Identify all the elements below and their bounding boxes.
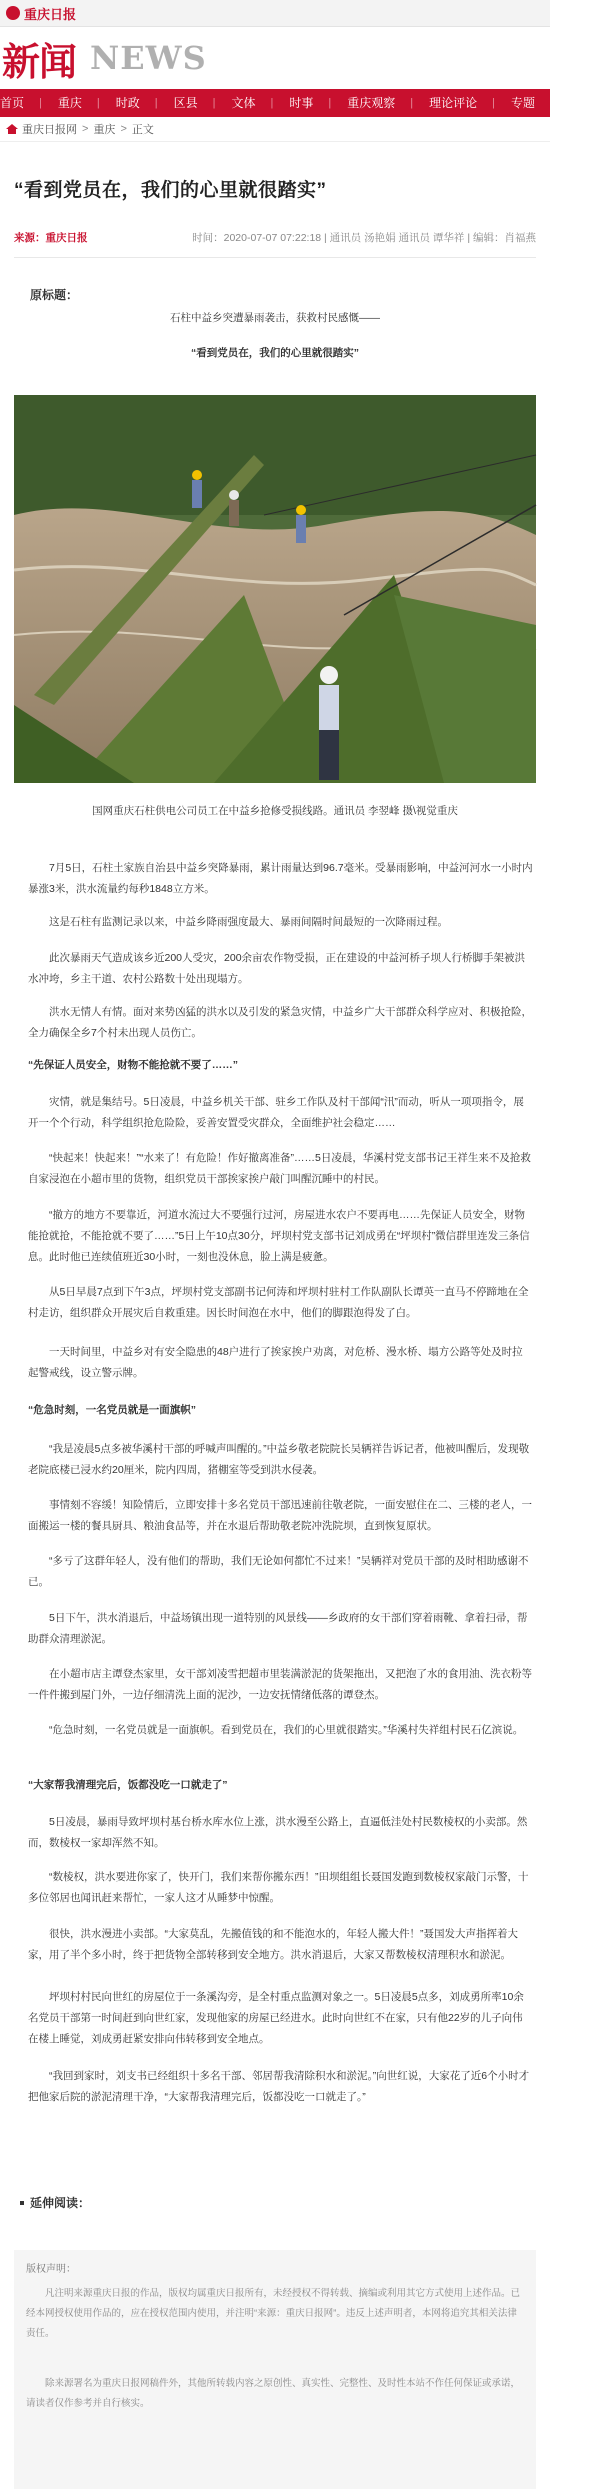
flood-photo-illustration: [14, 395, 536, 783]
nav-item-home[interactable]: 首页: [0, 96, 25, 110]
bullet-icon: [20, 2201, 24, 2205]
site-logo-text[interactable]: 重庆日报: [24, 7, 77, 23]
nav-separator: |: [492, 97, 495, 109]
section-heading: “大家帮我清理完后，饭都没吃一口就走了”: [28, 1779, 228, 1791]
article-meta: [14, 227, 536, 258]
article-paragraph: “快起来！快起来！”“水来了！有危险！作好撤离准备”……5日凌晨，华溪村党支部书记王祥生来不及抢救自家浸泡在小超市里的货物，组织党员干部挨家挨户敲门叫醒沉睡中的村民。: [28, 1152, 531, 1185]
nav-separator: |: [96, 97, 100, 109]
article-meta-info: 时间：2020-07-07 07:22:18 | 通讯员 汤艳娟 通讯员 谭华祥 | 编辑：肖福燕: [192, 231, 536, 244]
article-paragraph: 在小超市店主谭登杰家里，女干部刘凌雪把超市里装满淤泥的货架拖出，又把泡了水的食用油、洗衣粉等一件件搬到屋门外，一边仔细清洗上面的泥沙，一边安抚情绪低落的谭登杰。: [28, 1668, 532, 1701]
brand-header: [0, 27, 550, 89]
article-paragraph: 一天时间里，中益乡对有安全隐患的48户进行了挨家挨户劝离，对危桥、漫水桥、塌方公路等处及时拉起警戒线，设立警示牌。: [28, 1346, 523, 1379]
nav-separator: |: [270, 97, 274, 109]
intro-line: 石柱中益乡突遭暴雨袭击，获救村民感慨——: [170, 312, 380, 324]
article-paragraph: “我是凌晨5点多被华溪村干部的呼喊声叫醒的。”中益乡敬老院院长吴辆祥告诉记者，他被叫醒后，发现敬老院底楼已浸水约20厘米，院内四周，猪棚室等受到洪水侵袭。: [28, 1443, 530, 1476]
article-paragraph: “撤方的地方不要靠近，河道水流过大不要强行过河，房屋进水农户不要再电……先保证人员安全，财物能抢就抢，不能抢就不要了……”5日上午10点30分，坪坝村党支部书记刘成勇在“坪坝村”微信群里连发三条信息。此时他已连续值班近30小时，一刻也没休息，脸上满是疲惫。: [28, 1209, 530, 1263]
nav-item-theory[interactable]: 理论评论: [429, 96, 478, 110]
article-paragraph: 事情刻不容缓！知险情后，立即安排十多名党员干部迅速前往敬老院，一面安慰住在二、三楼的老人，一面搬运一楼的餐具厨具、粮油食品等，并在水退后帮助敬老院冲洗院坝，直到恢复原状。: [28, 1499, 532, 1532]
home-icon: [6, 124, 18, 134]
article-source: 来源：重庆日报: [14, 231, 88, 244]
nav-item-politics[interactable]: 时政: [115, 96, 140, 110]
article-paragraph: 坪坝村村民向世红的房屋位于一条溪沟旁，是全村重点监测对象之一。5日凌晨5点多，刘成勇所率10余名党员干部第一时间赶到向世红家，发现他家的房屋已经进水。此时向世红不在家，只有他22岁的儿子向伟在楼上睡觉，刘成勇赶紧安排向伟转移到安全地点。: [28, 1991, 524, 2045]
article-photo: [14, 395, 536, 783]
copyright-title: 版权声明：: [26, 2264, 76, 2275]
main-nav: [0, 89, 593, 117]
brand-title-en: NEWS: [90, 39, 207, 77]
nav-item-pictures[interactable]: 图片: [568, 96, 593, 110]
article-paragraph: 这是石柱有监测记录以来，中益乡降雨强度最大、暴雨间隔时间最短的一次降雨过程。: [49, 916, 448, 928]
article-paragraph: 7月5日，石柱土家族自治县中益乡突降暴雨，累计雨量达到96.7毫米。受暴雨影响，中益河河水一小时内暴涨3米，洪水流量约每秒1848立方米。: [28, 862, 533, 895]
nav-item-special[interactable]: 专题: [511, 96, 536, 110]
nav-item-current-affairs[interactable]: 时事: [289, 96, 314, 110]
breadcrumb: [0, 117, 550, 142]
nav-separator: |: [154, 97, 158, 109]
editor-note: 原标题：: [30, 288, 79, 302]
breadcrumb-separator: >: [120, 123, 127, 135]
nav-item-culture-sports[interactable]: 文体: [231, 96, 256, 110]
nav-separator: |: [328, 97, 332, 109]
copyright-box: [14, 2250, 536, 2489]
photo-caption: 国网重庆石柱供电公司员工在中益乡抢修受损线路。通讯员 李翌峰 摄\视觉重庆: [92, 805, 458, 817]
nav-item-districts[interactable]: 区县: [173, 96, 198, 110]
article-subtitle: “看到党员在，我们的心里就很踏实”: [191, 347, 359, 359]
nav-separator: |: [212, 97, 216, 109]
article-paragraph: 灾情，就是集结号。5日凌晨，中益乡机关干部、驻乡工作队及村干部闻“汛”而动，听从一项项指令，展开一个个行动，科学组织抢危险险，妥善安置受灾群众，全面维护社会稳定……: [28, 1096, 524, 1129]
article-paragraph: 很快，洪水漫进小卖部。“大家莫乱，先搬值钱的和不能泡水的，年轻人搬大件！”聂国发大声指挥着大家，用了半个多小时，终于把货物全部转移到安全地方。洪水消退后，大家又帮数棱权清理积水和淤泥。: [28, 1928, 518, 1961]
article-paragraph: “我回到家时，刘支书已经组织十多名干部、邻居帮我清除积水和淤泥。”向世红说，大家花了近6个小时才把他家后院的淤泥清理干净，“大家帮我清理完后，饭都没吃一口就走了。”: [28, 2070, 530, 2103]
article-paragraph: 从5日早晨7点到下午3点，坪坝村党支部副书记何涛和坪坝村驻村工作队副队长谭英一直马不停蹄地在全村走访，组织群众开展灾后自救重建。因长时间泡在水中，他们的脚跟泡得发了白。: [28, 1286, 529, 1319]
article-paragraph: 5日凌晨，暴雨导致坪坝村基台桥水库水位上涨，洪水漫至公路上，直逼低洼处村民数棱权的小卖部。然而，数棱权一家却浑然不知。: [28, 1816, 528, 1849]
nav-item-chongqing[interactable]: 重庆: [57, 96, 82, 110]
nav-item-chongqing-observe[interactable]: 重庆观察: [347, 96, 396, 110]
breadcrumb-separator: >: [82, 123, 89, 135]
article-paragraph: “危急时刻，一名党员就是一面旗帜。看到党员在，我们的心里就很踏实。”华溪村失祥组村民石亿滨说。: [49, 1724, 524, 1736]
breadcrumb-home[interactable]: 重庆日报网: [22, 124, 77, 136]
top-bar: [0, 0, 550, 27]
nav-separator: |: [410, 97, 414, 109]
nav-separator: |: [550, 97, 553, 109]
section-heading: “先保证人员安全，财物不能抢就不要了……”: [28, 1059, 238, 1071]
article-title: “看到党员在，我们的心里就很踏实”: [14, 180, 327, 201]
extended-reading-label: 延伸阅读：: [30, 2196, 91, 2210]
breadcrumb-chongqing[interactable]: 重庆: [93, 124, 116, 136]
copyright-paragraph: 除来源署名为重庆日报网稿件外，其他所转载内容之原创性、真实性、完整性、及时性本站不作任何保证或承诺，请读者仅作参考并自行核实。: [26, 2378, 521, 2409]
breadcrumb-current: 正文: [131, 124, 154, 136]
section-heading: “危急时刻，一名党员就是一面旗帜”: [28, 1404, 196, 1416]
brand-title-cn: 新闻: [2, 38, 77, 84]
article-paragraph: 洪水无情人有情。面对来势凶猛的洪水以及引发的紧急灾情，中益乡广大干部群众科学应对、积极抢险，全力确保全乡7个村未出现人员伤亡。: [28, 1006, 532, 1039]
copyright-paragraph: 凡注明来源重庆日报的作品，版权均属重庆日报所有，未经授权不得转载、摘编或利用其它方式使用上述作品。已经本网授权使用作品的，应在授权范围内使用，并注明“来源：重庆日报网”。违反上述声明者，本网将追究其相关法律责任。: [26, 2288, 521, 2339]
article-paragraph: “多亏了这群年轻人，没有他们的帮助，我们无论如何都忙不过来！”吴辆祥对党员干部的及时相助感谢不已。: [28, 1555, 529, 1588]
article-paragraph: 5日下午，洪水消退后，中益场镇出现一道特别的风景线——乡政府的女干部们穿着雨靴、拿着扫帚，帮助群众清理淤泥。: [28, 1612, 528, 1645]
extended-reading: [20, 2194, 90, 2211]
nav-separator: |: [39, 97, 42, 109]
article-paragraph: “数棱权，洪水要进你家了，快开门，我们来帮你搬东西！”田坝组组长聂国发跑到数棱权家敲门示警，十多位邻居也闻讯赶来帮忙，一家人这才从睡梦中惊醒。: [28, 1871, 529, 1904]
logo-icon: [6, 6, 20, 20]
article-paragraph: 此次暴雨天气造成该乡近200人受灾，200余亩农作物受损，正在建设的中益河桥子坝人行桥脚手架被洪水冲垮，乡主干道、农村公路数十处出现塌方。: [28, 952, 526, 985]
